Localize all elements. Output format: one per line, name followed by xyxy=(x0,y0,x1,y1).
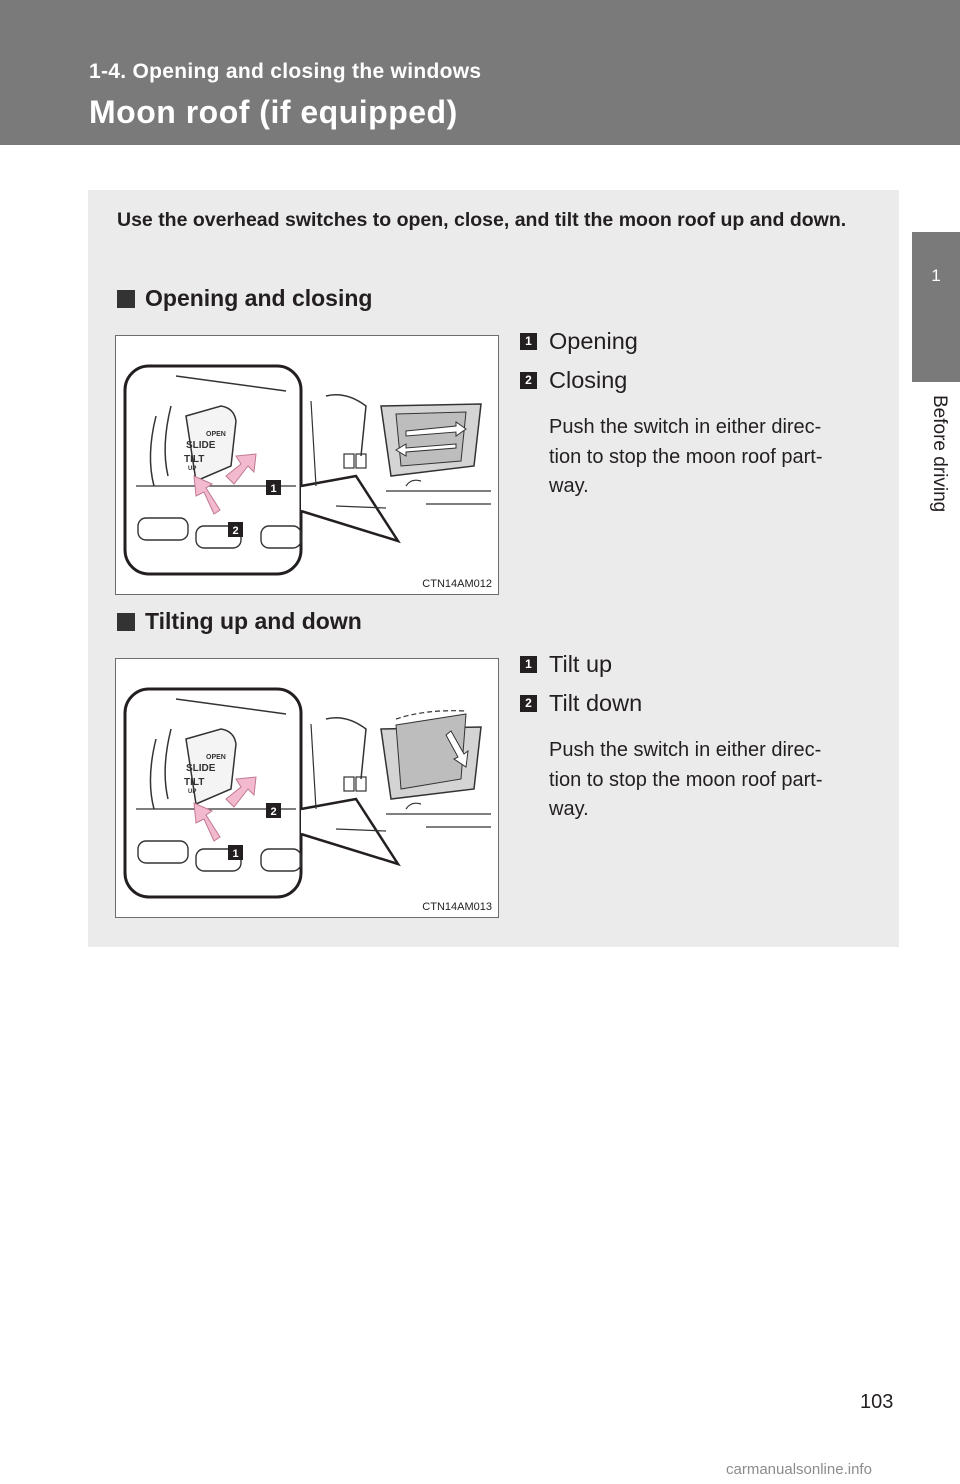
subheading-text: Tilting up and down xyxy=(145,608,362,634)
callout-2: 2 xyxy=(232,525,239,537)
overhead-switch-slide-illustration xyxy=(116,336,500,596)
square-bullet-icon xyxy=(117,290,135,308)
page-number: 103 xyxy=(860,1391,894,1413)
section-label: 1-4. Opening and closing the windows xyxy=(89,60,482,83)
subheading-tilting xyxy=(117,608,362,635)
callout-2: 2 xyxy=(270,806,277,818)
switch-label-up: UP xyxy=(188,466,197,472)
switch-label-slide: SLIDE xyxy=(186,440,216,451)
chapter-tab-label: Before driving xyxy=(929,395,950,513)
chapter-tab[interactable]: 1 xyxy=(912,232,960,382)
note-line: Push the switch in either direc- xyxy=(549,416,822,438)
switch-label-open: OPEN xyxy=(206,754,226,761)
note-line: tion to stop the moon roof part- xyxy=(549,445,823,468)
note-line: way. xyxy=(549,475,589,497)
note-line: Push the switch in either direc- xyxy=(549,739,822,761)
step-number-1: 1 xyxy=(520,656,537,673)
figure-code: CTN14AM013 xyxy=(422,901,492,913)
switch-label-slide: SLIDE xyxy=(186,763,216,774)
figure-opening-closing xyxy=(115,335,499,595)
step-tilt-down xyxy=(520,690,642,717)
note-text xyxy=(549,736,879,825)
step-number-2: 2 xyxy=(520,372,537,389)
square-bullet-icon xyxy=(117,613,135,631)
step-closing xyxy=(520,367,627,394)
switch-label-open: OPEN xyxy=(206,431,226,438)
note-line: way. xyxy=(549,798,589,820)
step-tilt-up xyxy=(520,651,612,678)
step-text: Opening xyxy=(549,328,638,354)
switch-label-up: UP xyxy=(188,789,197,795)
page-header xyxy=(0,0,960,145)
step-opening xyxy=(520,328,638,355)
callout-1: 1 xyxy=(232,848,239,860)
step-text: Tilt up xyxy=(549,651,613,677)
figure-tilting xyxy=(115,658,499,918)
figure-code: CTN14AM012 xyxy=(422,578,492,590)
page-title: Moon roof (if equipped) xyxy=(89,94,458,130)
intro-text: Use the overhead switches to open, close, and tilt the moon roof up and down. xyxy=(117,209,847,231)
step-number-1: 1 xyxy=(520,333,537,350)
subheading-text: Opening and closing xyxy=(145,285,373,311)
note-line: tion to stop the moon roof part- xyxy=(549,768,823,791)
step-text: Closing xyxy=(549,367,628,393)
callout-1: 1 xyxy=(270,483,277,495)
step-number-2: 2 xyxy=(520,695,537,712)
overhead-switch-tilt-illustration xyxy=(116,659,500,919)
step-text: Tilt down xyxy=(549,690,643,716)
switch-label-tilt: TILT xyxy=(184,454,205,465)
note-text xyxy=(549,413,879,502)
switch-label-tilt: TILT xyxy=(184,777,205,788)
watermark: carmanualsonline.info xyxy=(726,1461,872,1478)
subheading-opening-closing xyxy=(117,285,372,312)
